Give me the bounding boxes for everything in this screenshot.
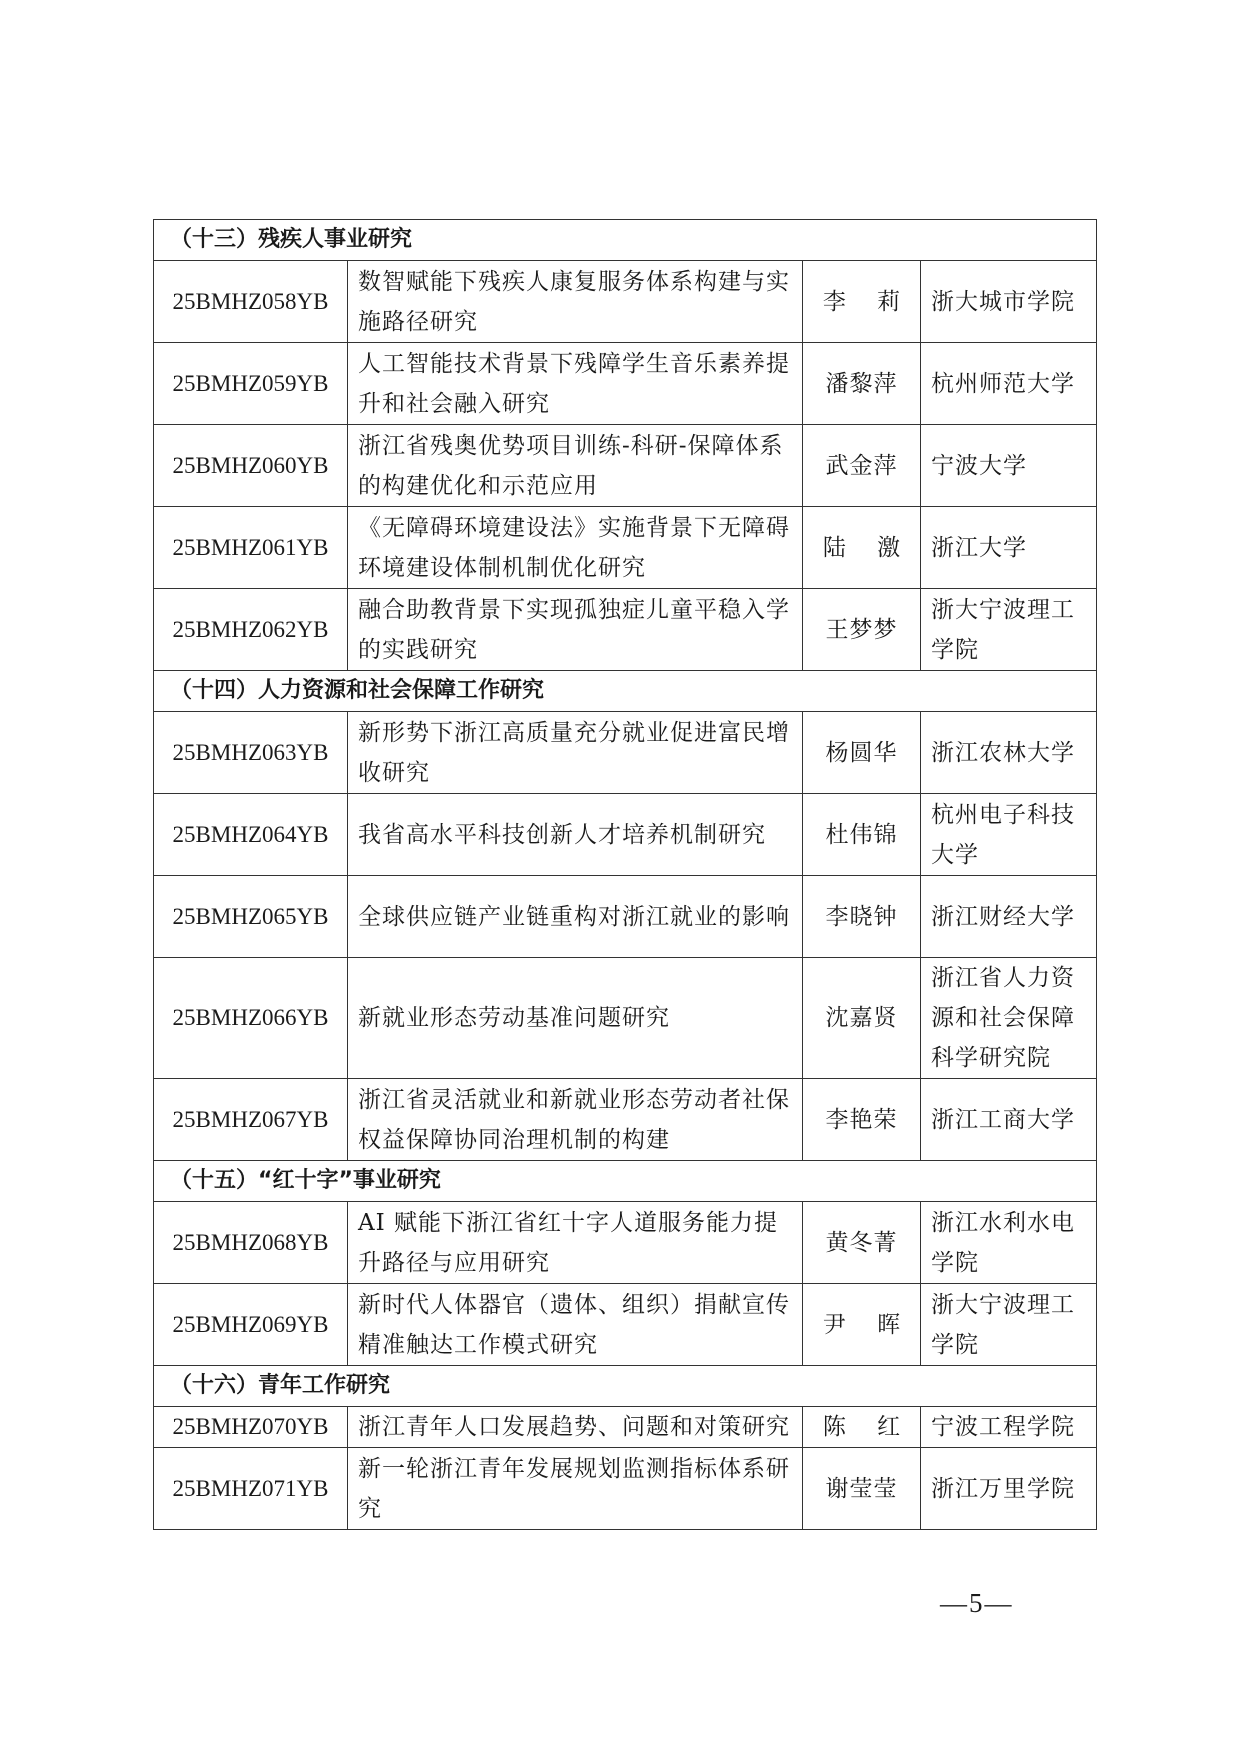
table-row bbox=[154, 1407, 1097, 1448]
table-row bbox=[154, 1284, 1097, 1366]
institution: 浙江大学 bbox=[921, 507, 1097, 589]
researcher-name: 沈嘉贤 bbox=[803, 958, 921, 1079]
researcher-name: 尹 晖 bbox=[803, 1284, 921, 1366]
table-row bbox=[154, 589, 1097, 671]
project-title: 新形势下浙江高质量充分就业促进富民增收研究 bbox=[348, 712, 803, 794]
section-heading: （十四）人力资源和社会保障工作研究 bbox=[154, 671, 1097, 712]
project-code: 25BMHZ062YB bbox=[154, 589, 348, 671]
section-heading: （十五）“红十字”事业研究 bbox=[154, 1161, 1097, 1202]
project-title: 新就业形态劳动基准问题研究 bbox=[348, 958, 803, 1079]
project-title: 融合助教背景下实现孤独症儿童平稳入学的实践研究 bbox=[348, 589, 803, 671]
table-row bbox=[154, 712, 1097, 794]
project-code: 25BMHZ067YB bbox=[154, 1079, 348, 1161]
project-code: 25BMHZ069YB bbox=[154, 1284, 348, 1366]
researcher-name: 杜伟锦 bbox=[803, 794, 921, 876]
researcher-name: 陈 红 bbox=[803, 1407, 921, 1448]
table-row bbox=[154, 876, 1097, 958]
institution: 浙大城市学院 bbox=[921, 261, 1097, 343]
table-row bbox=[154, 1448, 1097, 1530]
project-code: 25BMHZ064YB bbox=[154, 794, 348, 876]
researcher-name: 武金萍 bbox=[803, 425, 921, 507]
institution: 宁波大学 bbox=[921, 425, 1097, 507]
section-heading-row bbox=[154, 1161, 1097, 1202]
project-title: AI 赋能下浙江省红十字人道服务能力提升路径与应用研究 bbox=[348, 1202, 803, 1284]
researcher-name: 李晓钟 bbox=[803, 876, 921, 958]
institution: 浙江工商大学 bbox=[921, 1079, 1097, 1161]
institution: 杭州师范大学 bbox=[921, 343, 1097, 425]
researcher-name: 杨圆华 bbox=[803, 712, 921, 794]
project-title: 浙江省残奥优势项目训练-科研-保障体系的构建优化和示范应用 bbox=[348, 425, 803, 507]
institution: 浙大宁波理工学院 bbox=[921, 589, 1097, 671]
researcher-name: 潘黎萍 bbox=[803, 343, 921, 425]
project-title: 我省高水平科技创新人才培养机制研究 bbox=[348, 794, 803, 876]
project-title: 人工智能技术背景下残障学生音乐素养提升和社会融入研究 bbox=[348, 343, 803, 425]
project-code: 25BMHZ066YB bbox=[154, 958, 348, 1079]
table-row bbox=[154, 425, 1097, 507]
researcher-name: 陆 激 bbox=[803, 507, 921, 589]
researcher-name: 王梦梦 bbox=[803, 589, 921, 671]
project-title: 《无障碍环境建设法》实施背景下无障碍环境建设体制机制优化研究 bbox=[348, 507, 803, 589]
section-heading: （十三）残疾人事业研究 bbox=[154, 220, 1097, 261]
project-code: 25BMHZ060YB bbox=[154, 425, 348, 507]
project-code: 25BMHZ065YB bbox=[154, 876, 348, 958]
section-heading-row bbox=[154, 1366, 1097, 1407]
project-title: 新一轮浙江青年发展规划监测指标体系研究 bbox=[348, 1448, 803, 1530]
researcher-name: 李 莉 bbox=[803, 261, 921, 343]
institution: 浙江农林大学 bbox=[921, 712, 1097, 794]
page-number: —5— bbox=[940, 1588, 1014, 1618]
institution: 浙江省人力资源和社会保障科学研究院 bbox=[921, 958, 1097, 1079]
section-heading: （十六）青年工作研究 bbox=[154, 1366, 1097, 1407]
table-row bbox=[154, 343, 1097, 425]
project-code: 25BMHZ070YB bbox=[154, 1407, 348, 1448]
researcher-name: 谢莹莹 bbox=[803, 1448, 921, 1530]
institution: 浙江财经大学 bbox=[921, 876, 1097, 958]
institution: 浙江万里学院 bbox=[921, 1448, 1097, 1530]
project-code: 25BMHZ068YB bbox=[154, 1202, 348, 1284]
section-heading-row bbox=[154, 671, 1097, 712]
project-title: 新时代人体器官（遗体、组织）捐献宣传精准触达工作模式研究 bbox=[348, 1284, 803, 1366]
section-heading-row bbox=[154, 220, 1097, 261]
project-title: 浙江省灵活就业和新就业形态劳动者社保权益保障协同治理机制的构建 bbox=[348, 1079, 803, 1161]
project-code: 25BMHZ061YB bbox=[154, 507, 348, 589]
table-row bbox=[154, 958, 1097, 1079]
project-title: 全球供应链产业链重构对浙江就业的影响 bbox=[348, 876, 803, 958]
table-row bbox=[154, 1079, 1097, 1161]
project-code: 25BMHZ058YB bbox=[154, 261, 348, 343]
project-title: 数智赋能下残疾人康复服务体系构建与实施路径研究 bbox=[348, 261, 803, 343]
project-code: 25BMHZ059YB bbox=[154, 343, 348, 425]
researcher-name: 李艳荣 bbox=[803, 1079, 921, 1161]
project-title: 浙江青年人口发展趋势、问题和对策研究 bbox=[348, 1407, 803, 1448]
project-code: 25BMHZ071YB bbox=[154, 1448, 348, 1530]
researcher-name: 黄冬菁 bbox=[803, 1202, 921, 1284]
table-row bbox=[154, 261, 1097, 343]
project-code: 25BMHZ063YB bbox=[154, 712, 348, 794]
table-row bbox=[154, 1202, 1097, 1284]
institution: 浙大宁波理工学院 bbox=[921, 1284, 1097, 1366]
project-list-table bbox=[153, 219, 1097, 1530]
institution: 宁波工程学院 bbox=[921, 1407, 1097, 1448]
institution: 杭州电子科技大学 bbox=[921, 794, 1097, 876]
table-row bbox=[154, 794, 1097, 876]
table-row bbox=[154, 507, 1097, 589]
institution: 浙江水利水电学院 bbox=[921, 1202, 1097, 1284]
